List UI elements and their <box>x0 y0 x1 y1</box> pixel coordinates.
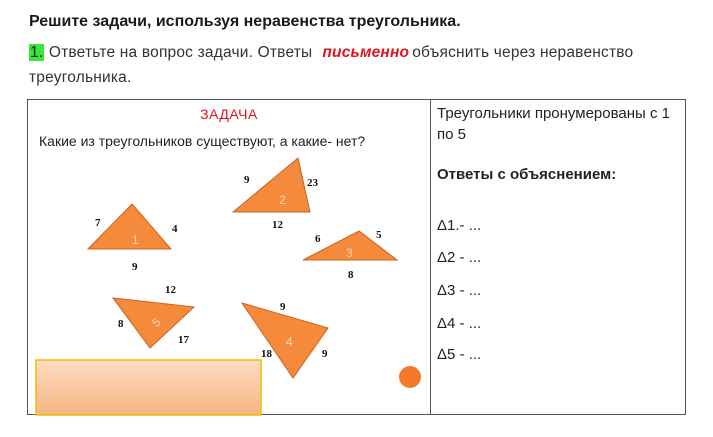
instruction-text-b: объяснить через неравенство треугольника. <box>29 44 634 86</box>
triangle-4-side-b: 18 <box>261 348 272 360</box>
triangle-2-side-c: 12 <box>272 219 283 231</box>
triangle-3-number: 3 <box>346 246 353 260</box>
triangle-1-number: 1 <box>132 233 139 247</box>
triangle-1 <box>88 204 178 273</box>
triangle-5-side-a: 12 <box>165 284 176 296</box>
answer-triangle-5: Δ5 - ... <box>437 346 482 363</box>
triangle-2 <box>233 158 319 231</box>
triangle-5-side-c: 17 <box>178 334 189 346</box>
task-heading: ЗАДАЧА <box>200 106 258 122</box>
triangle-2-number: 2 <box>279 193 286 207</box>
column-divider <box>430 100 431 414</box>
numbering-note: Треугольники пронумерованы с 1 по 5 <box>437 105 670 143</box>
triangle-3-side-c: 8 <box>348 269 354 281</box>
triangle-5 <box>113 284 194 348</box>
answers-heading: Ответы с объяснением: <box>437 166 617 183</box>
task-question: Какие из треугольников существуют, а какие- нет? <box>39 133 366 149</box>
emphasis-written: письменно <box>322 44 410 61</box>
triangle-2-side-b: 23 <box>307 177 318 189</box>
task-instruction <box>29 40 709 90</box>
triangle-5-number: 5 <box>149 314 164 330</box>
triangle-3-side-a: 6 <box>315 233 321 245</box>
instruction-text-a: Ответьте на вопрос задачи. Ответы <box>44 44 313 61</box>
triangle-4-number: 4 <box>286 335 293 349</box>
triangle-2-side-a: 9 <box>244 174 250 186</box>
triangle-1-side-a: 7 <box>95 217 101 229</box>
triangle-3 <box>303 229 397 281</box>
task-table <box>27 99 686 415</box>
answer-triangle-4: Δ4 - ... <box>437 315 482 332</box>
triangle-1-side-c: 9 <box>132 261 138 273</box>
triangle-4-side-c: 9 <box>322 348 328 360</box>
answer-triangle-3: Δ3 - ... <box>437 282 482 299</box>
triangle-5-side-b: 8 <box>118 318 124 330</box>
triangles-figure <box>28 100 430 416</box>
gradient-box <box>36 360 261 415</box>
orange-dot <box>399 366 421 388</box>
task-number: 1. <box>30 44 44 61</box>
answer-triangle-2: Δ2 - ... <box>437 249 482 266</box>
page-title: Решите задачи, используя неравенства треугольника. <box>29 13 461 30</box>
triangle-1-side-b: 4 <box>172 223 178 235</box>
triangle-4-side-a: 9 <box>280 301 286 313</box>
answer-triangle-1: Δ1.- ... <box>437 217 482 234</box>
triangle-3-side-b: 5 <box>376 229 382 241</box>
